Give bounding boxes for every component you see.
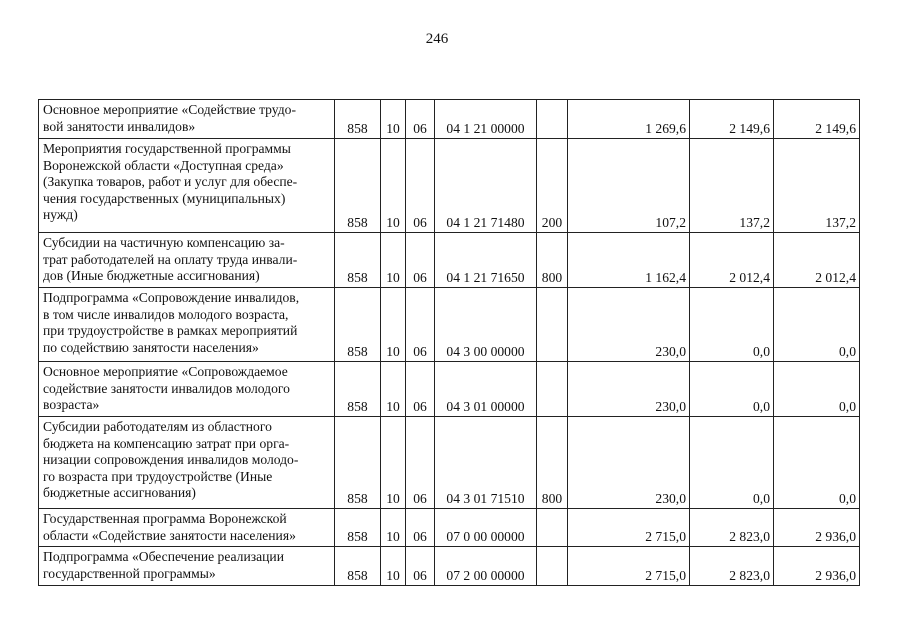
target-article-code: 04 1 21 71480 bbox=[435, 139, 537, 233]
table-row bbox=[39, 547, 860, 586]
budget-table bbox=[38, 99, 860, 586]
section-code: 10 bbox=[381, 547, 406, 586]
amount-year-3: 2 012,4 bbox=[774, 233, 860, 288]
amount-year-1: 230,0 bbox=[568, 417, 690, 509]
row-name: Подпрограмма «Сопровождение инвалидов, в том числе инвалидов молодого возраста, при трудоустройстве в рамках мероприятий по содействию занятости населения» bbox=[43, 290, 300, 355]
section-code: 10 bbox=[381, 100, 406, 139]
subsection-code: 06 bbox=[406, 362, 435, 417]
table-row bbox=[39, 362, 860, 417]
subsection-code: 06 bbox=[406, 417, 435, 509]
amount-year-2: 2 012,4 bbox=[690, 233, 774, 288]
subsection-code: 06 bbox=[406, 139, 435, 233]
target-article-code: 07 2 00 00000 bbox=[435, 547, 537, 586]
table-row bbox=[39, 233, 860, 288]
amount-year-2: 0,0 bbox=[690, 417, 774, 509]
table-row bbox=[39, 417, 860, 509]
subsection-code: 06 bbox=[406, 100, 435, 139]
page-number: 246 bbox=[425, 31, 449, 47]
amount-year-3: 2 936,0 bbox=[774, 547, 860, 586]
ministry-code: 858 bbox=[335, 288, 381, 362]
row-name: Мероприятия государственной программы Воронежской области «Доступная среда» (Закупка товаров, работ и услуг для обеспе- чения государственных (муниципальных) нужд) bbox=[43, 141, 298, 222]
expense-type-code: 800 bbox=[537, 417, 568, 509]
section-code: 10 bbox=[381, 233, 406, 288]
ministry-code: 858 bbox=[335, 139, 381, 233]
row-name: Субсидии на частичную компенсацию за- трат работодателей на оплату труда инвали- дов (Иные бюджетные ассигнования) bbox=[43, 235, 298, 283]
row-name-cell bbox=[39, 100, 335, 139]
expense-type-code bbox=[537, 509, 568, 547]
row-name-cell bbox=[39, 233, 335, 288]
amount-year-2: 2 823,0 bbox=[690, 547, 774, 586]
expense-type-code bbox=[537, 547, 568, 586]
table-row bbox=[39, 100, 860, 139]
amount-year-3: 137,2 bbox=[774, 139, 860, 233]
row-name: Субсидии работодателям из областного бюджета на компенсацию затрат при орга- низации сопровождения инвалидов молодо- го возраста при трудоустройстве (Иные бюджетные ассигнования) bbox=[43, 419, 299, 500]
amount-year-3: 2 149,6 bbox=[774, 100, 860, 139]
row-name-cell bbox=[39, 417, 335, 509]
amount-year-2: 2 149,6 bbox=[690, 100, 774, 139]
section-code: 10 bbox=[381, 362, 406, 417]
amount-year-1: 107,2 bbox=[568, 139, 690, 233]
row-name-cell bbox=[39, 288, 335, 362]
amount-year-3: 0,0 bbox=[774, 288, 860, 362]
table-row bbox=[39, 288, 860, 362]
subsection-code: 06 bbox=[406, 509, 435, 547]
ministry-code: 858 bbox=[335, 233, 381, 288]
target-article-code: 04 3 01 00000 bbox=[435, 362, 537, 417]
amount-year-3: 0,0 bbox=[774, 362, 860, 417]
section-code: 10 bbox=[381, 509, 406, 547]
amount-year-3: 2 936,0 bbox=[774, 509, 860, 547]
amount-year-2: 0,0 bbox=[690, 288, 774, 362]
amount-year-1: 1 269,6 bbox=[568, 100, 690, 139]
amount-year-1: 230,0 bbox=[568, 288, 690, 362]
row-name: Основное мероприятие «Сопровождаемое содействие занятости инвалидов молодого возраста» bbox=[43, 364, 290, 412]
ministry-code: 858 bbox=[335, 509, 381, 547]
row-name-cell bbox=[39, 139, 335, 233]
ministry-code: 858 bbox=[335, 100, 381, 139]
section-code: 10 bbox=[381, 139, 406, 233]
expense-type-code bbox=[537, 288, 568, 362]
amount-year-1: 230,0 bbox=[568, 362, 690, 417]
row-name: Государственная программа Воронежской области «Содействие занятости населения» bbox=[43, 511, 296, 543]
target-article-code: 04 1 21 00000 bbox=[435, 100, 537, 139]
table-row bbox=[39, 139, 860, 233]
expense-type-code bbox=[537, 362, 568, 417]
amount-year-2: 137,2 bbox=[690, 139, 774, 233]
table-row bbox=[39, 509, 860, 547]
target-article-code: 04 3 00 00000 bbox=[435, 288, 537, 362]
section-code: 10 bbox=[381, 417, 406, 509]
row-name-cell bbox=[39, 362, 335, 417]
target-article-code: 07 0 00 00000 bbox=[435, 509, 537, 547]
amount-year-2: 2 823,0 bbox=[690, 509, 774, 547]
row-name: Основное мероприятие «Содействие трудо- вой занятости инвалидов» bbox=[43, 102, 296, 134]
row-name-cell bbox=[39, 547, 335, 586]
target-article-code: 04 3 01 71510 bbox=[435, 417, 537, 509]
subsection-code: 06 bbox=[406, 288, 435, 362]
amount-year-1: 1 162,4 bbox=[568, 233, 690, 288]
amount-year-3: 0,0 bbox=[774, 417, 860, 509]
expense-type-code: 200 bbox=[537, 139, 568, 233]
row-name: Подпрограмма «Обеспечение реализации государственной программы» bbox=[43, 549, 284, 581]
amount-year-1: 2 715,0 bbox=[568, 547, 690, 586]
subsection-code: 06 bbox=[406, 233, 435, 288]
ministry-code: 858 bbox=[335, 362, 381, 417]
amount-year-1: 2 715,0 bbox=[568, 509, 690, 547]
ministry-code: 858 bbox=[335, 417, 381, 509]
target-article-code: 04 1 21 71650 bbox=[435, 233, 537, 288]
expense-type-code bbox=[537, 100, 568, 139]
amount-year-2: 0,0 bbox=[690, 362, 774, 417]
row-name-cell bbox=[39, 509, 335, 547]
section-code: 10 bbox=[381, 288, 406, 362]
expense-type-code: 800 bbox=[537, 233, 568, 288]
subsection-code: 06 bbox=[406, 547, 435, 586]
ministry-code: 858 bbox=[335, 547, 381, 586]
